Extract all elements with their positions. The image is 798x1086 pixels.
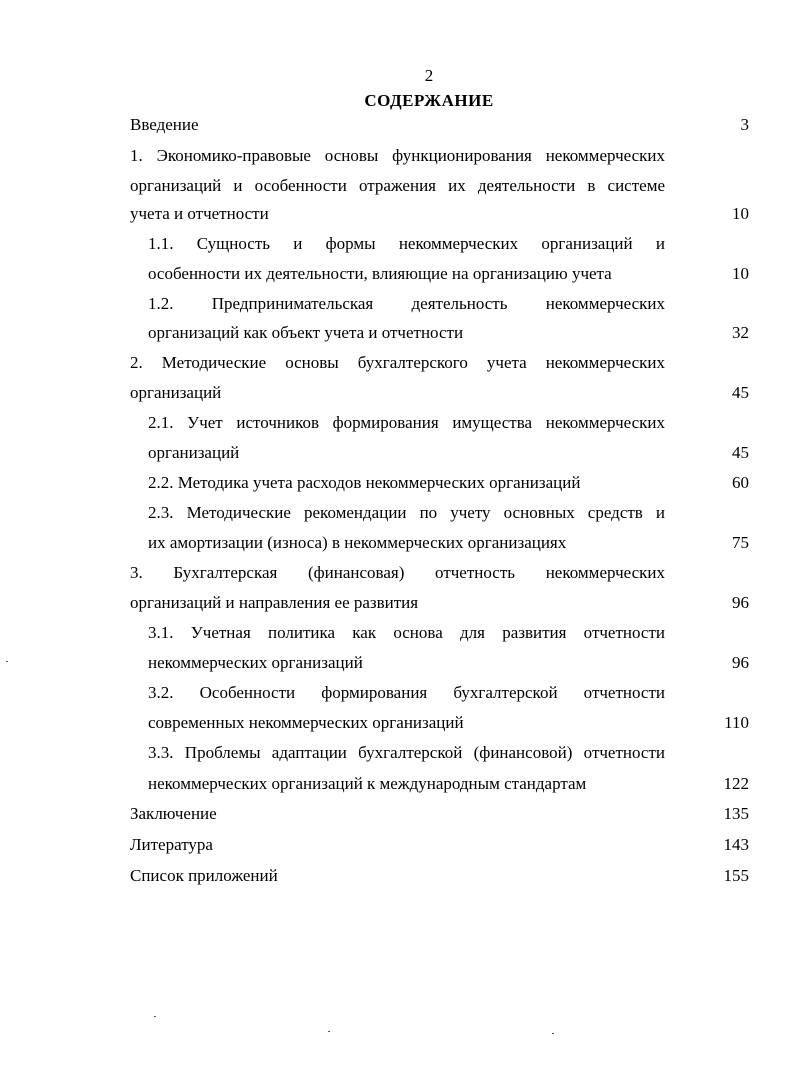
toc-entry-line: 3. Бухгалтерская (финансовая) отчетность некоммерческих bbox=[130, 563, 665, 582]
toc-entry-line: их амортизации (износа) в некоммерческих организациях bbox=[148, 533, 567, 552]
page-title: СОДЕРЖАНИЕ bbox=[364, 91, 494, 110]
toc-entry-page: 110 bbox=[724, 713, 749, 732]
toc-entry-page: 45 bbox=[732, 443, 749, 462]
toc-entry-line: некоммерческих организаций к международным стандартам bbox=[148, 774, 587, 793]
toc-entry-page: 45 bbox=[732, 383, 749, 402]
scan-speck bbox=[328, 1031, 330, 1032]
toc-entry-line: учета и отчетности bbox=[130, 204, 269, 223]
toc-entry-page: 60 bbox=[732, 473, 749, 492]
toc-entry-page: 96 bbox=[732, 593, 749, 612]
toc-entry-page: 32 bbox=[732, 323, 749, 342]
toc-entry-line: 3.3. Проблемы адаптации бухгалтерской (финансовой) отчетности bbox=[148, 743, 665, 762]
toc-entry-line: организаций и направления ее развития bbox=[130, 593, 419, 612]
toc-entry-line: 1.2. Предпринимательская деятельность некоммерческих bbox=[148, 294, 665, 313]
scan-speck bbox=[6, 661, 8, 662]
toc-entry-label: Введение bbox=[130, 115, 199, 134]
toc-entry-line: организаций и особенности отражения их деятельности в системе bbox=[130, 176, 665, 195]
toc-entry-page: 155 bbox=[723, 866, 749, 885]
toc-entry-line: 2.1. Учет источников формирования имущества некоммерческих bbox=[148, 413, 665, 432]
toc-entry-label: Литература bbox=[130, 835, 213, 854]
toc-entry-line: организаций как объект учета и отчетности bbox=[148, 323, 464, 342]
page-number: 2 bbox=[424, 66, 434, 85]
toc-entry-page: 10 bbox=[732, 264, 749, 283]
toc-entry-page: 143 bbox=[723, 835, 749, 854]
toc-entry-page: 96 bbox=[732, 653, 749, 672]
toc-entry-page: 75 bbox=[732, 533, 749, 552]
toc-entry-label: Заключение bbox=[130, 804, 217, 823]
toc-entry-page: 122 bbox=[723, 774, 749, 793]
toc-entry-page: 3 bbox=[740, 115, 749, 134]
scan-speck bbox=[154, 1016, 156, 1017]
toc-entry-line: 2.2. Методика учета расходов некоммерческих организаций bbox=[148, 473, 581, 492]
toc-entry-line: 2. Методические основы бухгалтерского учета некоммерческих bbox=[130, 353, 665, 372]
toc-entry-line: 3.1. Учетная политика как основа для развития отчетности bbox=[148, 623, 665, 642]
toc-entry-line: 3.2. Особенности формирования бухгалтерской отчетности bbox=[148, 683, 665, 702]
toc-entry-line: организаций bbox=[130, 383, 222, 402]
toc-entry-line: особенности их деятельности, влияющие на организацию учета bbox=[148, 264, 612, 283]
toc-entry-line: 1.1. Сущность и формы некоммерческих организаций и bbox=[148, 234, 665, 253]
scan-speck bbox=[552, 1033, 554, 1034]
toc-entry-line: 2.3. Методические рекомендации по учету основных средств и bbox=[148, 503, 665, 522]
toc-entry-line: современных некоммерческих организаций bbox=[148, 713, 464, 732]
toc-entry-line: организаций bbox=[148, 443, 240, 462]
toc-entry-page: 10 bbox=[732, 204, 749, 223]
toc-entry-page: 135 bbox=[723, 804, 749, 823]
toc-entry-label: Список приложений bbox=[130, 866, 278, 885]
toc-entry-line: некоммерческих организаций bbox=[148, 653, 363, 672]
toc-entry-line: 1. Экономико-правовые основы функционирования некоммерческих bbox=[130, 146, 665, 165]
